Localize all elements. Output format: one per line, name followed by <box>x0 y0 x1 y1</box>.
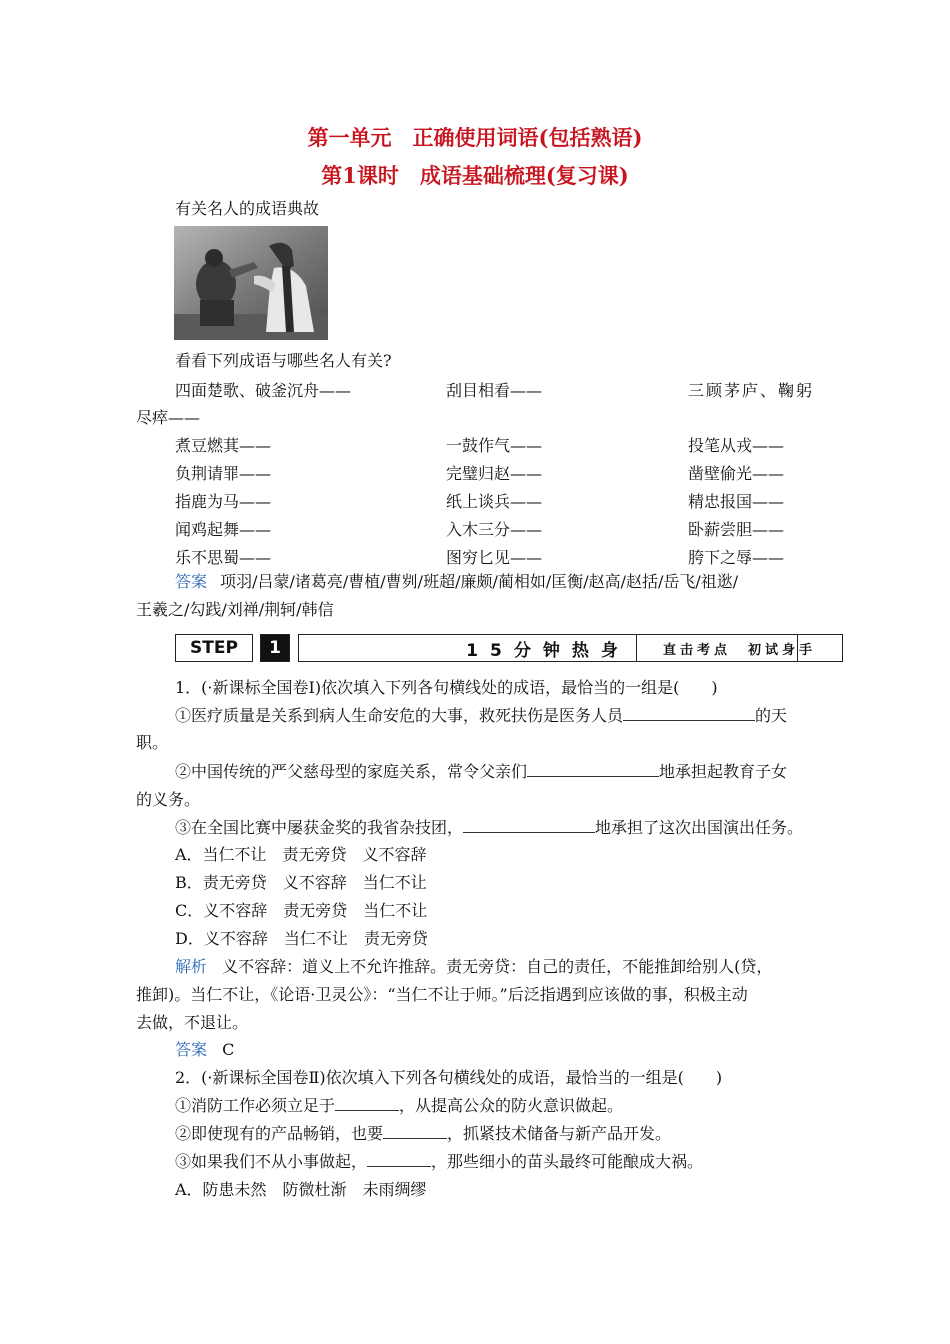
q2-sentence-3 <box>175 1152 703 1172</box>
answer-line <box>175 572 738 592</box>
idiom-item: 闻鸡起舞—— <box>175 520 272 539</box>
answer-text: 项羽/吕蒙/诸葛亮/曹植/曹刿/班超/廉颇/蔺相如/匡衡/赵高/赵括/岳飞/祖逖/ <box>220 572 739 591</box>
idiom-item-cont: 尽瘁—— <box>136 408 201 427</box>
answer-blank <box>335 1096 399 1111</box>
idiom-item: 煮豆燃萁—— <box>175 436 272 455</box>
sentence-text: 的天 <box>755 706 788 725</box>
q1-sentence-2 <box>175 762 787 782</box>
intro-heading: 有关名人的成语典故 <box>175 199 320 218</box>
idiom-item: 入木三分—— <box>446 520 543 539</box>
sentence-text: 地承担起教育子女 <box>659 762 788 781</box>
sentence-text: ②即使现有的产品畅销，也要 <box>175 1124 384 1143</box>
sentence-text: ①消防工作必须立足于 <box>175 1096 336 1115</box>
idiom-item: 一鼓作气—— <box>446 436 543 455</box>
idiom-item: 投笔从戎—— <box>688 436 785 455</box>
answer-blank <box>527 762 659 777</box>
sentence-text: ②中国传统的严父慈母型的家庭关系，常令父亲们 <box>175 762 528 781</box>
answer-blank <box>383 1124 447 1139</box>
idiom-item: 凿壁偷光—— <box>688 464 785 483</box>
q1-analysis <box>175 957 772 977</box>
sentence-text: ①医疗质量是关系到病人生命安危的大事，救死扶伤是医务人员 <box>175 706 624 725</box>
idiom-item: 纸上谈兵—— <box>446 492 543 511</box>
answer-blank <box>367 1152 431 1167</box>
q1-sentence-1-cont: 职。 <box>136 733 169 752</box>
answer-blank <box>463 818 595 833</box>
sentence-text: ，那些细小的苗头最终可能酿成大祸。 <box>431 1152 704 1171</box>
sentence-text: ，从提高公众的防火意识做起。 <box>399 1096 624 1115</box>
idiom-item: 完璧归赵—— <box>446 464 543 483</box>
q1-option-d: D．义不容辞 当仁不让 责无旁贷 <box>175 929 428 948</box>
q1-sentence-3 <box>175 818 803 838</box>
idiom-item: 刮目相看—— <box>446 381 543 400</box>
step-tag: 直击考点 初试身手 <box>636 634 843 662</box>
q1-answer <box>175 1040 234 1060</box>
step-heading: 15分钟热身 <box>298 634 798 662</box>
sentence-text: ，抓紧技术储备与新产品开发。 <box>447 1124 672 1143</box>
step-label: STEP <box>175 634 253 662</box>
analysis-label: 解析 <box>175 957 208 976</box>
answer-value: C <box>222 1040 235 1059</box>
idiom-item: 乐不思蜀—— <box>175 548 272 567</box>
idiom-item: 三顾茅庐、鞠躬 <box>688 381 815 400</box>
q1-option-b: B．责无旁贷 义不容辞 当仁不让 <box>175 873 427 892</box>
question-2-stem: 2．(·新课标全国卷Ⅱ)依次填入下列各句横线处的成语，最恰当的一组是( ) <box>175 1068 723 1087</box>
q2-sentence-2 <box>175 1124 671 1144</box>
idiom-item: 胯下之辱—— <box>688 548 785 567</box>
sentence-text: ③如果我们不从小事做起， <box>175 1152 368 1171</box>
idiom-item: 图穷匕见—— <box>446 548 543 567</box>
idiom-item: 负荆请罪—— <box>175 464 272 483</box>
historical-illustration <box>174 226 328 340</box>
q2-option-a: A．防患未然 防微杜渐 未雨绸缪 <box>175 1180 427 1199</box>
sentence-text: ③在全国比赛中屡获金奖的我省杂技团， <box>175 818 464 837</box>
answer-label: 答案 <box>175 572 208 591</box>
analysis-text-cont: 推卸)。当仁不让，《论语·卫灵公》：“当仁不让于师。”后泛指遇到应该做的事，积极主动 <box>136 985 748 1004</box>
page-subtitle: 第1课时 成语基础梳理(复习课) <box>321 163 629 188</box>
idiom-item: 指鹿为马—— <box>175 492 272 511</box>
page-title: 第一单元 正确使用词语(包括熟语) <box>307 125 643 150</box>
step-number: 1 <box>260 634 290 662</box>
q1-sentence-1 <box>175 706 787 726</box>
q1-option-c: C．义不容辞 责无旁贷 当仁不让 <box>175 901 428 920</box>
sentence-text: 地承担了这次出国演出任务。 <box>595 818 804 837</box>
question-prompt: 看看下列成语与哪些名人有关? <box>175 351 392 370</box>
answer-label: 答案 <box>175 1040 208 1059</box>
idiom-item: 卧薪尝胆—— <box>688 520 785 539</box>
analysis-text-cont: 去做，不退让。 <box>136 1013 249 1032</box>
q1-option-a: A．当仁不让 责无旁贷 义不容辞 <box>175 845 427 864</box>
answer-blank <box>623 706 755 721</box>
idiom-item: 精忠报国—— <box>688 492 785 511</box>
idiom-item: 四面楚歌、破釜沉舟—— <box>175 381 352 400</box>
analysis-text: 义不容辞：道义上不允许推辞。责无旁贷：自己的责任，不能推卸给别人(贷， <box>222 957 773 976</box>
question-1-stem: 1．(·新课标全国卷Ⅰ)依次填入下列各句横线处的成语，最恰当的一组是( ) <box>175 678 718 697</box>
q2-sentence-1 <box>175 1096 623 1116</box>
q1-sentence-2-cont: 的义务。 <box>136 790 201 809</box>
answer-text-cont: 王羲之/勾践/刘禅/荆轲/韩信 <box>136 600 334 619</box>
